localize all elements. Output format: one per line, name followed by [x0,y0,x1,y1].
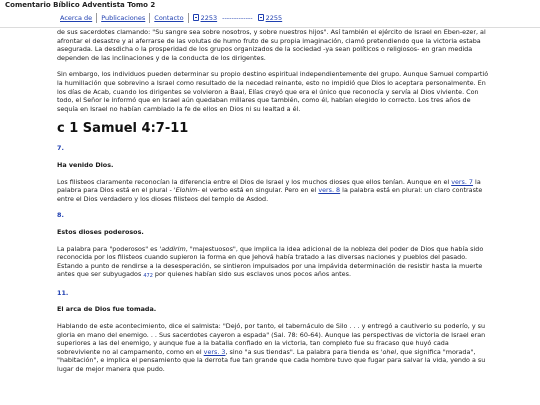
verse-number-11: 11. [57,288,69,297]
page-nav-dashes: ------------- [222,14,253,22]
next-page-link[interactable] [254,14,287,22]
hebrew-term: 'ohel [380,347,397,356]
top-nav [56,12,286,24]
verse-commentary-11: Hablando de este acontecimiento, dice el salmista: "Dejó, por tanto, el tabernáculo de Silo . . . y entregó a cautiverio su poderío, y su gloria en mano del enemigo. . . Sus sacerdotes cayeron a espada" (Sal. 78: 60-64). Aunque las perspectivas de victoria de Israel eran superiores a las del enemigo, y aunque fue a la batalla confiado en la victoria, tan completo fue su fracaso que huyó cada sobreviviente no al campamento, como en el vers. 3, sino "a sus tiendas". La palabra para tienda es 'ohel, que significa "morada", "habitación", e implica el pensamiento que la derrota fue tan grande que cada hombre tuvo que fugar para salvar la vida, yendo a su lugar de mejor manera que pudo. [57,322,486,374]
next-page-number: 2255 [265,14,283,22]
commentary-content [57,28,489,382]
verse-commentary-7: Los filisteos claramente reconocían la diferencia entre el Dios de Israel y los muchos dioses que ellos tenían. Aunque en el vers. 7 la palabra para Dios está en el plural - 'Elohim- el verbo está en singular. Pero en el vers. 8 la palabra está en plural: un claro contraste entre el Dios verdadero y los dioses filisteos del templo de Asdod. [57,177,483,203]
verse-ref-link[interactable]: vers. 3 [203,347,226,356]
verse-title-11: El arca de Dios fue tomada. [57,305,157,314]
publications-link[interactable]: Publicaciones [101,14,146,22]
previous-page-number: 2253 [200,14,218,22]
page-icon [258,14,264,21]
page-reference-link[interactable]: 472 [143,273,153,280]
about-link[interactable]: Acerca de [60,14,93,22]
verse-number-8: 8. [57,211,64,220]
top-bar [0,0,540,28]
verse-ref-link[interactable]: vers. 8 [318,186,341,195]
hebrew-term: 'Elohim [173,186,198,195]
section-heading: c 1 Samuel 4:7-11 [57,121,189,137]
verse-ref-link[interactable]: vers. 7 [451,177,474,186]
hebrew-term: 'addirim [159,244,186,253]
verse-number-7: 7. [57,144,64,153]
verse-title-8: Estos dioses poderosos. [57,227,144,236]
verse-commentary-8: La palabra para "poderosos" es 'addirim, "majestuosos", que implica la idea adicional de la nobleza del poder de Dios que había sido reconocida por los filisteos cuando supieron la forma en que Jehová había tratado a las diversas naciones y pueblos del pasado. Estando a punto de rendirse a la desesperación, se sintieron impulsados por una impávida determinación de resistir hasta la muerte antes que ser subyugados 472 por quienes habían sido sus esclavos unos pocos años antes. [57,244,484,280]
paragraph: de sus sacerdotes clamando: "Su sangre sea sobre nosotros, y sobre nuestros hijos". Así también el ejército de Israel en Eben-ezer, al afrontar el desastre y al aferrarse de las volutas de humo fruto de su propia imaginación, clamó pretendiendo que la victoria estaba asegurada. La desdicha o la prosperidad de los grupos organizados de la sociedad -ya sean políticos o religiosos- en gran medida dependen de las inclinaciones y de la conducta de los dirigentes. [57,28,486,62]
book-title: Comentario Bíblico Adventista Tomo 2 [5,1,156,9]
paragraph: Sin embargo, los individuos pueden determinar su propio destino espiritual independientemente del grupo. Aunque Samuel compartió la humillación que sobrevino a Israel como resultado de la necedad reinante, esto no impidió que Dios lo aceptara personalmente. En los días de Acab, cuando los dirigentes se volvieron a Baal, Elías creyó que era el único que reconocía y servía al Dios viviente. Con todo, el Señor le informó que en Israel aún quedaban millares que también, como él, habían elegido lo correcto. Los tres años de sequía en Israel no habían cambiado la fe de ellos en Dios ni su lealtad a él. [57,70,489,113]
verse-title-7: Ha venido Dios. [57,160,114,169]
previous-page-link[interactable] [189,14,222,22]
page-icon [193,14,199,21]
contact-link[interactable]: Contacto [154,14,184,22]
